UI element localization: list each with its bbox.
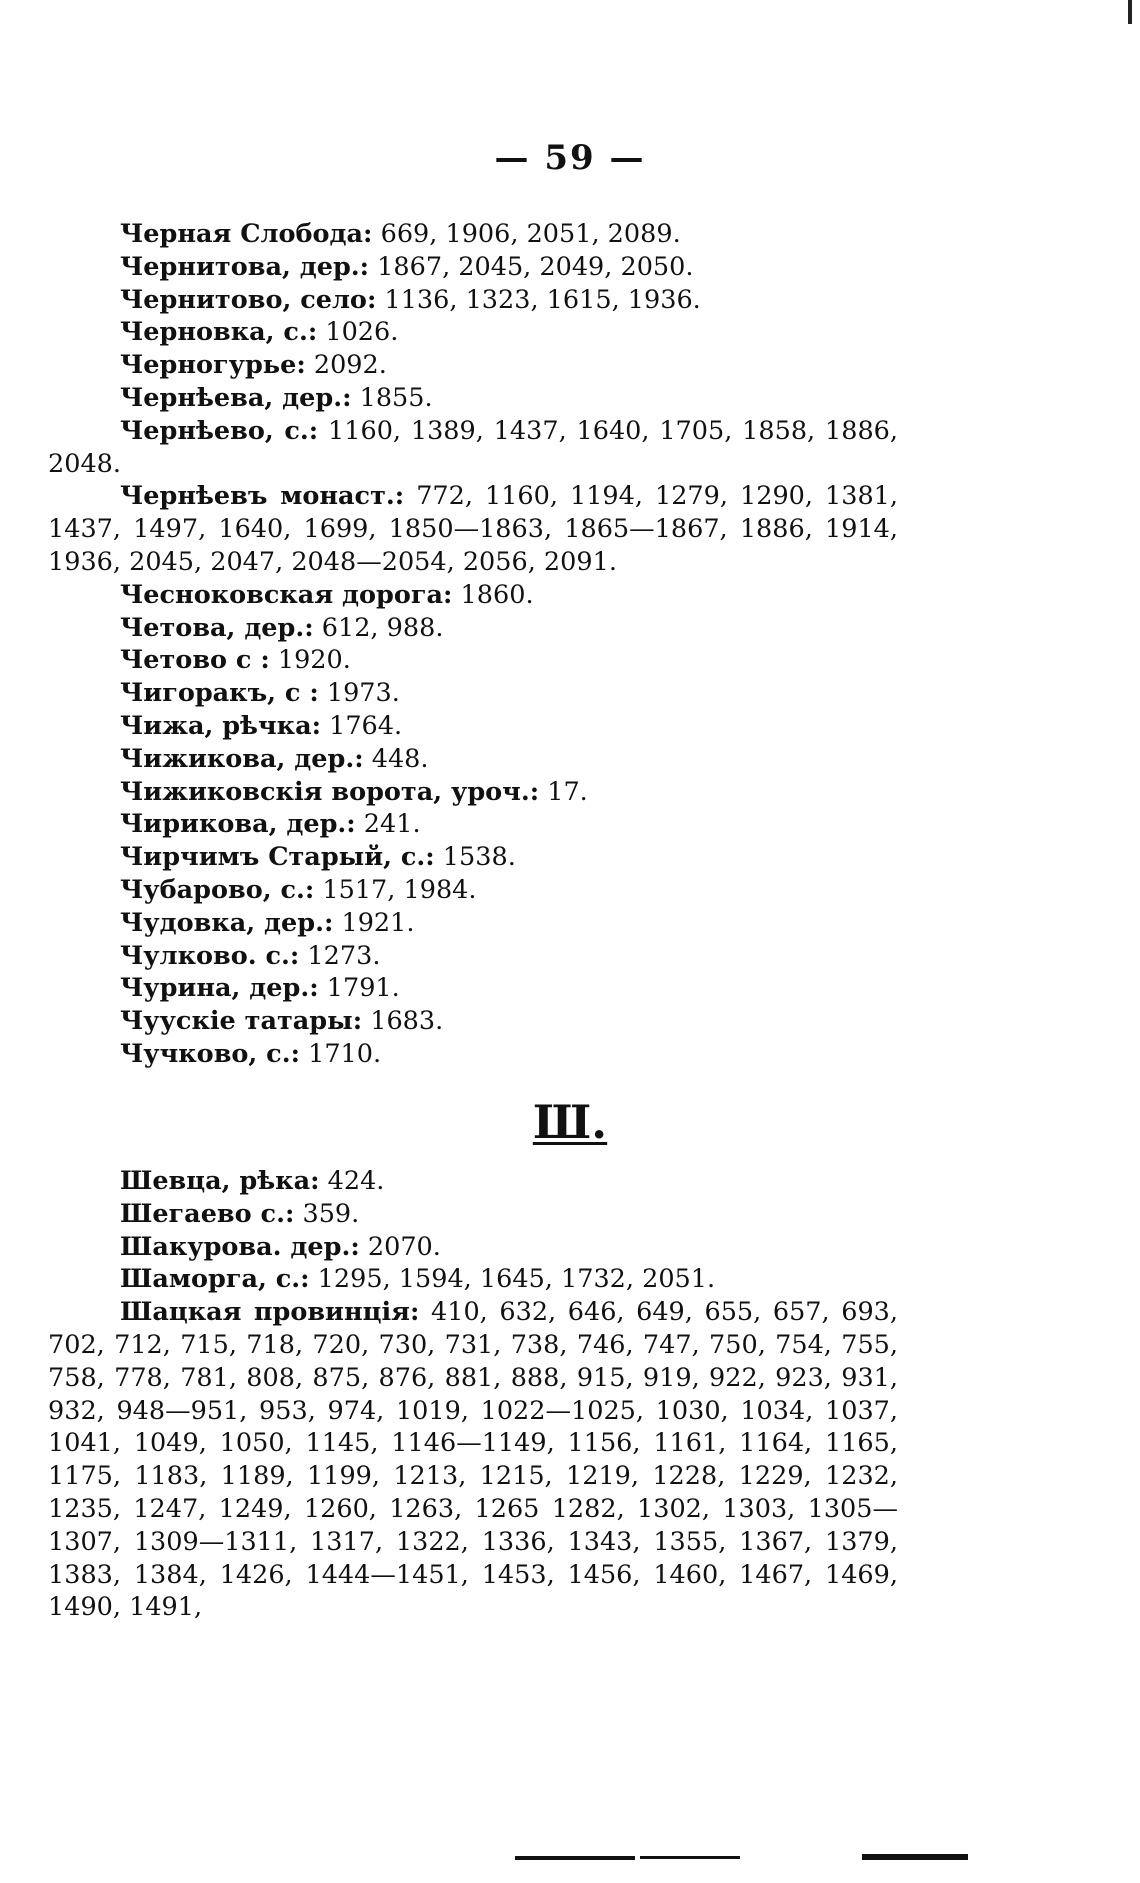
index-entry	[48, 382, 898, 415]
index-entry	[48, 808, 898, 841]
index-entry	[48, 743, 898, 776]
index-entry	[48, 644, 898, 677]
entry-refs: 1855.	[351, 382, 433, 413]
entry-title: Черная Слобода:	[120, 219, 373, 249]
index-entry	[48, 841, 898, 874]
entry-refs: 1921.	[333, 907, 415, 938]
index-entry	[48, 972, 898, 1005]
entry-title: Четова, дер.:	[120, 612, 314, 643]
index-entry	[48, 1165, 898, 1198]
index-entry	[48, 874, 898, 907]
entry-title: Чернѣево, с.:	[120, 415, 319, 446]
entry-refs: 448.	[363, 743, 429, 774]
entry-title: Шаморга, с.:	[120, 1264, 310, 1295]
index-entry	[48, 316, 898, 349]
entry-refs: 1920.	[269, 645, 351, 676]
entry-title: Шакурова. дер.:	[120, 1231, 360, 1262]
entry-title: Чернѣева, дер.:	[120, 382, 352, 413]
entry-refs: 241.	[355, 809, 421, 840]
index-entry	[48, 1263, 898, 1296]
entry-title: Чулково. с.:	[120, 940, 300, 971]
entry-refs: 1273.	[299, 940, 381, 971]
entry-refs: 1791.	[318, 973, 400, 1004]
bottom-rule-right	[862, 1854, 968, 1860]
entry-title: Чесноковская дорога:	[120, 579, 453, 610]
entry-refs: 612, 988.	[313, 612, 444, 643]
index-entry	[48, 415, 898, 481]
entry-title: Черногурье:	[120, 350, 306, 381]
entry-title: Шевца, рѣка:	[120, 1166, 320, 1196]
index-entry	[48, 677, 898, 710]
entry-refs: 1136, 1323, 1615, 1936.	[376, 284, 701, 315]
entry-title: Чигоракъ, с :	[120, 678, 319, 709]
entry-title: Чубарово, с.:	[120, 874, 315, 905]
entry-title: Чернѣевъ монаст.:	[120, 481, 405, 512]
edge-mark	[1128, 0, 1132, 24]
entry-refs: 1973.	[318, 678, 400, 709]
entry-refs: 1295, 1594, 1645, 1732, 2051.	[309, 1264, 716, 1295]
entry-refs: 1867, 2045, 2049, 2050.	[369, 251, 694, 282]
index-entry	[48, 1198, 898, 1231]
entry-refs: 1026.	[317, 317, 399, 348]
index-entry	[48, 710, 898, 743]
index-entry	[48, 251, 898, 284]
entry-title: Чижа, рѣчка:	[120, 710, 321, 741]
index-entry	[48, 284, 898, 317]
index-entry	[48, 480, 898, 578]
section-heading-sh: Ш.	[532, 1095, 608, 1149]
index-entry	[48, 1038, 898, 1071]
index-entry	[48, 1296, 898, 1624]
index-entry	[48, 907, 898, 940]
entry-refs: 359.	[294, 1198, 360, 1229]
entry-refs: 1710.	[300, 1038, 382, 1069]
bottom-rule-left	[515, 1856, 635, 1860]
index-entry	[48, 218, 898, 251]
entry-refs: 1538.	[434, 842, 516, 873]
entry-refs: 2070.	[359, 1231, 441, 1262]
index-entry	[48, 349, 898, 382]
index-entry	[48, 940, 898, 973]
entry-title: Черновка, с.:	[120, 317, 318, 348]
entry-refs: 410, 632, 646, 649, 655, 657, 693, 702, 712, 715, 718, 720, 730, 731, 738, 746, 747, 750, 754, 755, 758, 778, 781, 808, 875, 876, 881, 888, 915, 919, 922, 923, 931, 932, 948—951, 953, 974, 1019, 1022—1025, 1030, 1034, 1037, 1041, 1049, 1050, 1145, 1146—1149, 1156, 1161, 1164, 1165, 1175, 1183, 1189, 1199, 1213, 1215, 1219, 1228, 1229, 1232, 1235, 1247, 1249, 1260, 1263, 1265 1282, 1302, 1303, 1305—1307, 1309—1311, 1317, 1322, 1336, 1343, 1355, 1367, 1379, 1383, 1384, 1426, 1444—1451, 1453, 1456, 1460, 1467, 1469, 1490, 1491,	[48, 1297, 898, 1623]
entry-title: Чижикова, дер.:	[120, 743, 364, 774]
entry-refs: 1160, 1389, 1437, 1640, 1705, 1858, 1886, 2048.	[48, 415, 898, 479]
entry-title: Чирикова, дер.:	[120, 809, 356, 840]
entry-refs: 1764.	[321, 710, 403, 741]
entry-refs: 17.	[539, 776, 588, 807]
entry-title: Чучково, с.:	[120, 1038, 300, 1069]
entry-refs: 1683.	[362, 1006, 444, 1037]
entry-title: Чернитова, дер.:	[120, 251, 370, 282]
entry-title: Чурина, дер.:	[120, 973, 319, 1004]
entry-title: Чуускіе татары:	[120, 1006, 363, 1037]
index-entry	[48, 612, 898, 645]
entry-refs: 772, 1160, 1194, 1279, 1290, 1381, 1437, 1497, 1640, 1699, 1850—1863, 1865—1867, 1886, 1914, 1936, 2045, 2047, 2048—2054, 2056, 2091.	[48, 481, 899, 577]
entry-refs: 424.	[319, 1166, 385, 1196]
index-entry	[48, 776, 898, 809]
index-entry	[48, 1231, 898, 1264]
entry-title: Чернитово, село:	[120, 284, 377, 315]
index-section-sh	[48, 1165, 898, 1624]
entry-title: Шегаево с.:	[120, 1198, 295, 1229]
entry-title: Шацкая провинція:	[120, 1297, 420, 1328]
index-entry	[48, 1005, 898, 1038]
entry-refs: 1860.	[452, 579, 534, 610]
bottom-rule-middle	[640, 1856, 740, 1859]
entry-title: Чудовка, дер.:	[120, 907, 334, 938]
index-section-ch	[48, 218, 898, 1071]
entry-refs: 669, 1906, 2051, 2089.	[372, 219, 681, 249]
entry-title: Четово с :	[120, 645, 270, 676]
entry-title: Чирчимъ Старый, с.:	[120, 842, 435, 873]
entry-title: Чижиковскія ворота, уроч.:	[120, 776, 540, 807]
index-entry	[48, 579, 898, 612]
entry-refs: 1517, 1984.	[314, 874, 477, 905]
page-number: — 59 —	[494, 138, 646, 178]
entry-refs: 2092.	[305, 350, 387, 381]
